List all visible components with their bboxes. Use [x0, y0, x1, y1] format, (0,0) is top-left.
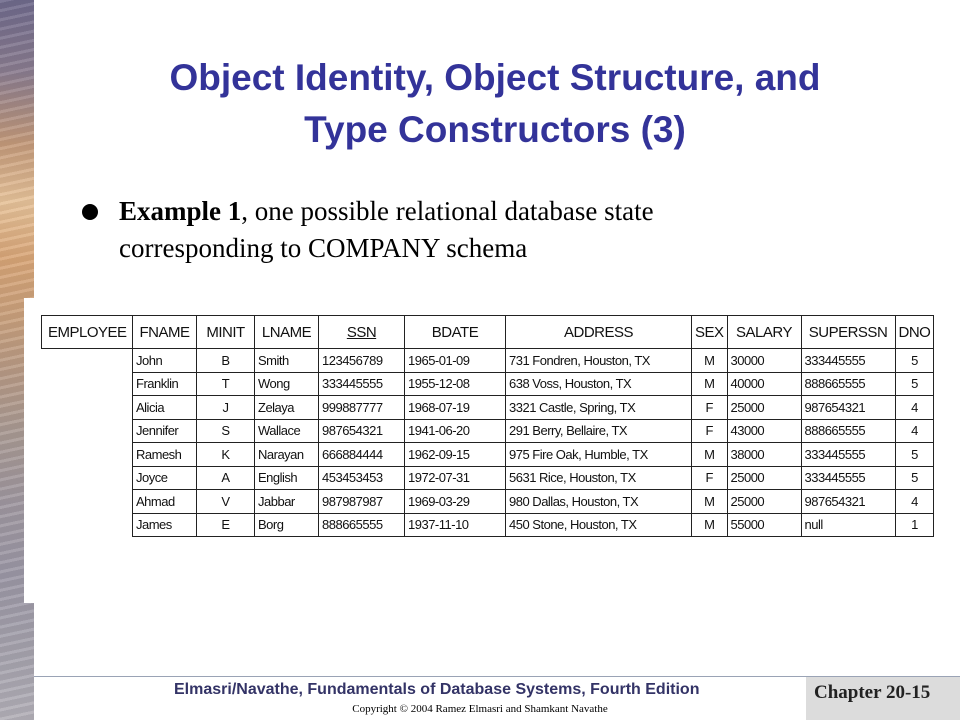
table-cell: 5: [895, 349, 934, 373]
table-cell: 666884444: [319, 443, 405, 467]
table-cell: 1972-07-31: [405, 466, 506, 490]
table-row: [42, 466, 934, 490]
table-cell: 333445555: [801, 466, 895, 490]
table-cell: B: [197, 349, 255, 373]
bullet-text-line1: , one possible relational database state: [241, 196, 654, 226]
table-cell: Zelaya: [255, 396, 319, 420]
table-cell: Ramesh: [133, 443, 197, 467]
relation-name-cell: EMPLOYEE: [42, 316, 133, 349]
table-row: [42, 490, 934, 514]
table-cell: 4: [895, 419, 934, 443]
table-cell: 980 Dallas, Houston, TX: [506, 490, 692, 514]
relation-spacer-cell: [42, 443, 133, 467]
bullet-text-line2: corresponding to COMPANY schema: [119, 233, 528, 263]
table-cell: 975 Fire Oak, Humble, TX: [506, 443, 692, 467]
table-cell: Wong: [255, 372, 319, 396]
table-row: [42, 349, 934, 373]
table-cell: null: [801, 513, 895, 537]
table-cell: 55000: [727, 513, 801, 537]
relation-spacer-cell: [42, 490, 133, 514]
table-cell: 30000: [727, 349, 801, 373]
table-cell: 40000: [727, 372, 801, 396]
bullet-dot-icon: [82, 204, 98, 220]
table-row: [42, 443, 934, 467]
bullet-text: [119, 193, 879, 267]
column-header: DNO: [895, 316, 934, 349]
table-cell: Smith: [255, 349, 319, 373]
relation-spacer-cell: [42, 419, 133, 443]
table-cell: J: [197, 396, 255, 420]
table-cell: F: [692, 419, 728, 443]
table-cell: Wallace: [255, 419, 319, 443]
column-header-key: [319, 316, 405, 349]
table-cell: 25000: [727, 396, 801, 420]
column-header: MINIT: [197, 316, 255, 349]
table-cell: 987987987: [319, 490, 405, 514]
table-cell: 1965-01-09: [405, 349, 506, 373]
table-cell: Franklin: [133, 372, 197, 396]
footer-book-title: Elmasri/Navathe, Fundamentals of Database Systems, Fourth Edition: [174, 681, 700, 698]
table-cell: 1968-07-19: [405, 396, 506, 420]
table-cell: 453453453: [319, 466, 405, 490]
table-cell: E: [197, 513, 255, 537]
table-cell: 987654321: [319, 419, 405, 443]
table-row: [42, 372, 934, 396]
title-line-1: Object Identity, Object Structure, and: [169, 57, 821, 98]
table-cell: 638 Voss, Houston, TX: [506, 372, 692, 396]
table-cell: 888665555: [801, 419, 895, 443]
table-cell: Borg: [255, 513, 319, 537]
employee-table: [41, 315, 934, 537]
table-cell: K: [197, 443, 255, 467]
table-cell: 25000: [727, 466, 801, 490]
table-cell: 5: [895, 443, 934, 467]
table-row: [42, 513, 934, 537]
bullet-bold-text: Example 1: [119, 196, 242, 226]
table-cell: M: [692, 372, 728, 396]
table-cell: 3321 Castle, Spring, TX: [506, 396, 692, 420]
table-cell: M: [692, 443, 728, 467]
table-header-row: [42, 316, 934, 349]
column-header: SEX: [692, 316, 728, 349]
table-cell: M: [692, 349, 728, 373]
table-row: [42, 396, 934, 420]
chapter-label: Chapter 20-15: [814, 682, 931, 703]
table-cell: James: [133, 513, 197, 537]
table-cell: F: [692, 466, 728, 490]
table-cell: 25000: [727, 490, 801, 514]
table-cell: A: [197, 466, 255, 490]
table-cell: Narayan: [255, 443, 319, 467]
table-cell: 731 Fondren, Houston, TX: [506, 349, 692, 373]
table-cell: 1937-11-10: [405, 513, 506, 537]
table-cell: 5631 Rice, Houston, TX: [506, 466, 692, 490]
table-cell: 123456789: [319, 349, 405, 373]
column-header: FNAME: [133, 316, 197, 349]
table-cell: 333445555: [801, 349, 895, 373]
table-row: [42, 419, 934, 443]
column-header-key-label: SSN: [346, 323, 377, 341]
table-cell: 888665555: [801, 372, 895, 396]
relation-spacer-cell: [42, 396, 133, 420]
table-cell: 450 Stone, Houston, TX: [506, 513, 692, 537]
table-cell: 43000: [727, 419, 801, 443]
table-cell: T: [197, 372, 255, 396]
table-cell: 1: [895, 513, 934, 537]
table-cell: Alicia: [133, 396, 197, 420]
employee-table-panel: [24, 298, 960, 603]
table-cell: 1962-09-15: [405, 443, 506, 467]
table-cell: 1941-06-20: [405, 419, 506, 443]
table-cell: S: [197, 419, 255, 443]
relation-spacer-cell: [42, 372, 133, 396]
slide-title: [60, 52, 930, 156]
column-header: ADDRESS: [506, 316, 692, 349]
table-cell: 291 Berry, Bellaire, TX: [506, 419, 692, 443]
table-cell: V: [197, 490, 255, 514]
title-line-2: Type Constructors (3): [304, 109, 686, 150]
table-cell: 888665555: [319, 513, 405, 537]
table-cell: 4: [895, 396, 934, 420]
table-cell: M: [692, 513, 728, 537]
table-cell: 5: [895, 466, 934, 490]
table-cell: 4: [895, 490, 934, 514]
relation-spacer-cell: [42, 466, 133, 490]
table-cell: 5: [895, 372, 934, 396]
column-header: SALARY: [727, 316, 801, 349]
table-cell: 1969-03-29: [405, 490, 506, 514]
column-header: BDATE: [405, 316, 506, 349]
table-cell: Jennifer: [133, 419, 197, 443]
relation-spacer-cell: [42, 349, 133, 373]
table-cell: John: [133, 349, 197, 373]
table-cell: 1955-12-08: [405, 372, 506, 396]
relation-spacer-cell: [42, 513, 133, 537]
table-cell: 333445555: [319, 372, 405, 396]
table-cell: Ahmad: [133, 490, 197, 514]
table-cell: M: [692, 490, 728, 514]
footer-copyright: Copyright © 2004 Ramez Elmasri and Shamkant Navathe: [352, 703, 608, 715]
table-cell: 333445555: [801, 443, 895, 467]
table-cell: 987654321: [801, 490, 895, 514]
table-cell: 38000: [727, 443, 801, 467]
table-cell: Jabbar: [255, 490, 319, 514]
table-cell: Joyce: [133, 466, 197, 490]
table-cell: F: [692, 396, 728, 420]
table-cell: 987654321: [801, 396, 895, 420]
employee-table-body: [42, 349, 934, 537]
column-header: SUPERSSN: [801, 316, 895, 349]
column-header: LNAME: [255, 316, 319, 349]
table-cell: English: [255, 466, 319, 490]
table-cell: 999887777: [319, 396, 405, 420]
